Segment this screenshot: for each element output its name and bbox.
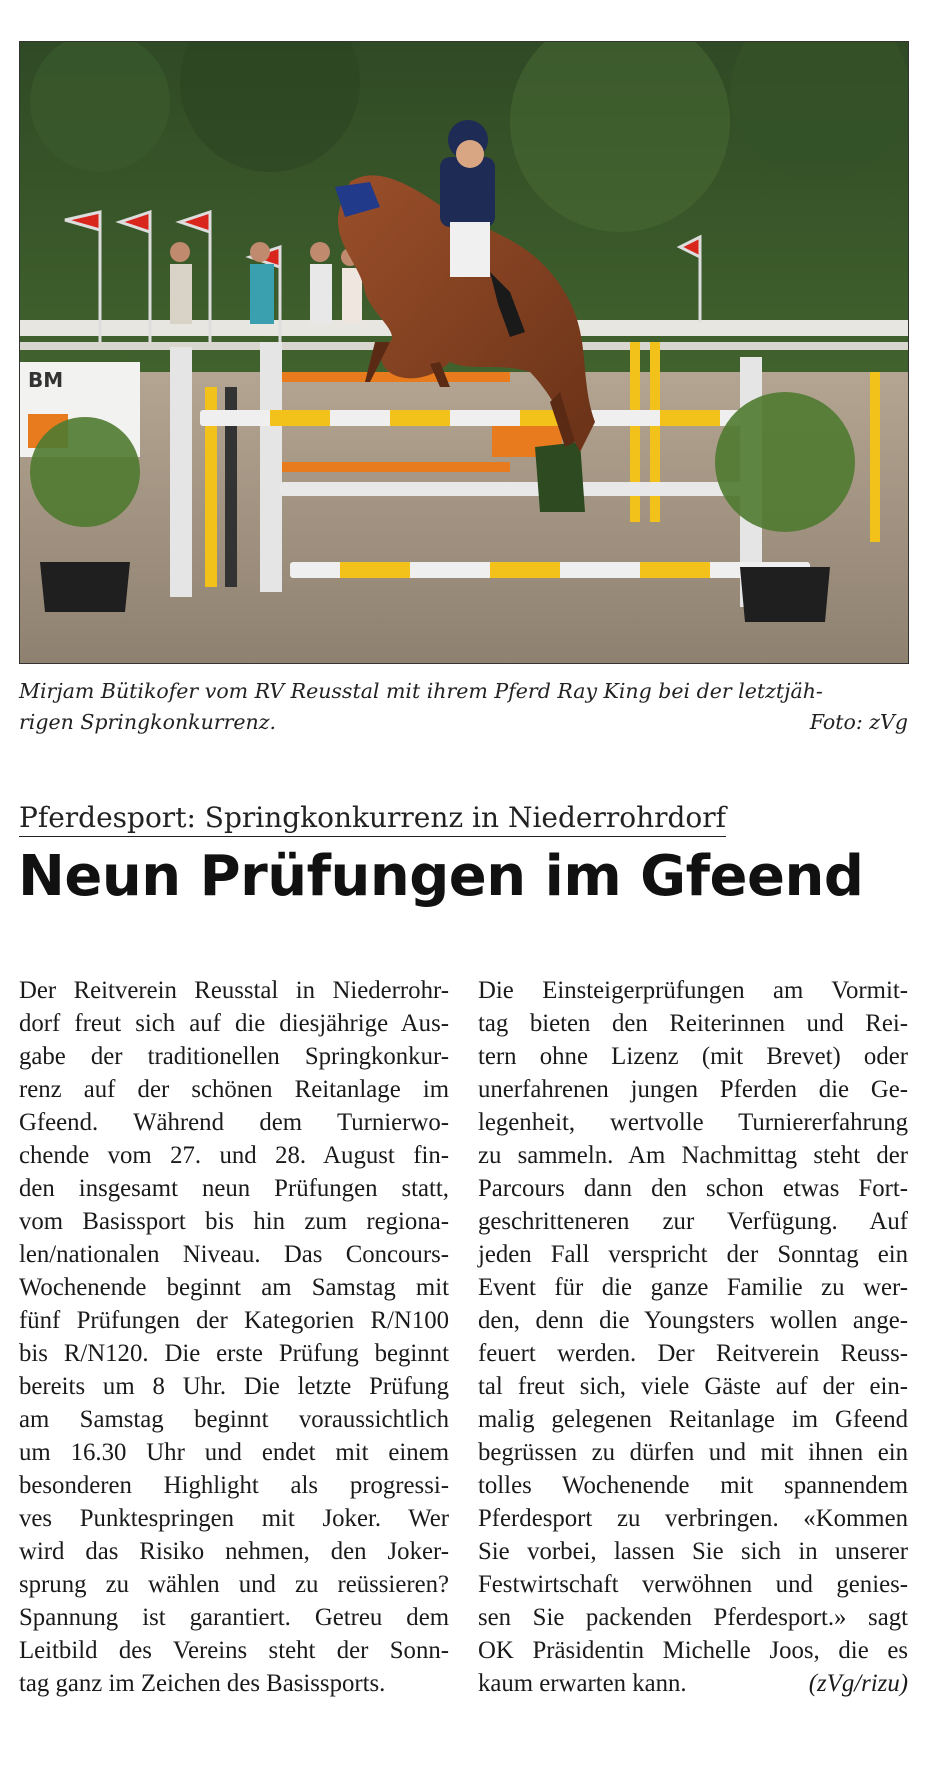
photo-credit: Foto: zVg	[809, 710, 908, 734]
column-2-line: Festwirtschaft verwöhnen und genies-	[478, 1571, 908, 1598]
column-1-line: gabe der traditionellen Springkonkur-	[19, 1043, 449, 1070]
article-headline: Neun Prüfungen im Gfeend	[18, 844, 864, 909]
column-2-last-line	[478, 1667, 908, 1700]
column-2-line: jeden Fall verspricht der Sonntag ein	[478, 1241, 908, 1268]
column-2-line: unerfahrenen jungen Pferden die Ge-	[478, 1076, 908, 1103]
column-1-line: Leitbild des Vereins steht der Sonn-	[19, 1637, 449, 1664]
column-2-line: legenheit, wertvolle Turniererfahrung	[478, 1109, 908, 1136]
column-1-line: dorf freut sich auf die diesjährige Aus-	[19, 1010, 449, 1037]
column-2-line: geschritteneren zur Verfügung. Auf	[478, 1208, 908, 1235]
show-jumping-photo-icon	[20, 42, 908, 663]
column-1-line: vom Basissport bis hin zum regiona-	[19, 1208, 449, 1235]
column-2-line: begrüssen zu dürfen und mit ihnen ein	[478, 1439, 908, 1466]
article-kicker	[19, 800, 908, 836]
column-1-line: tag ganz im Zeichen des Basissports.	[19, 1670, 386, 1697]
column-1-line: fünf Prüfungen der Kategorien R/N100	[19, 1307, 449, 1334]
column-1-line: sprung zu wählen und zu reüssieren?	[19, 1571, 449, 1598]
column-1-line: Spannung ist garantiert. Getreu dem	[19, 1604, 449, 1631]
column-2-line: Sie vorbei, lassen Sie sich in unserer	[478, 1538, 908, 1565]
column-1-line: Gfeend. Während dem Turnierwo-	[19, 1109, 449, 1136]
column-1-line: bis R/N120. Die erste Prüfung beginnt	[19, 1340, 449, 1367]
column-1-line: um 16.30 Uhr und endet mit einem	[19, 1439, 449, 1466]
column-2-line: tag bieten den Reiterinnen und Rei-	[478, 1010, 908, 1037]
column-2-line: den, denn die Youngsters wollen ange-	[478, 1307, 908, 1334]
column-2-line: zu sammeln. Am Nachmittag steht der	[478, 1142, 908, 1169]
author-signature: (zVg/rizu)	[808, 1670, 908, 1697]
column-1-line: len/nationalen Niveau. Das Concours-	[19, 1241, 449, 1268]
column-1-line: Wochenende beginnt am Samstag mit	[19, 1274, 449, 1301]
column-2-line: Pferdesport zu verbringen. «Kommen	[478, 1505, 908, 1532]
column-2-line: feuert werden. Der Reitverein Reuss-	[478, 1340, 908, 1367]
caption-line-2-text: rigen Springkonkurrenz.	[19, 710, 277, 734]
column-2-line: tern ohne Lizenz (mit Brevet) oder	[478, 1043, 908, 1070]
column-1-line: renz auf der schönen Reitanlage im	[19, 1076, 449, 1103]
column-2-line: sen Sie packenden Pferdesport.» sagt	[478, 1604, 908, 1631]
column-1-line: besonderen Highlight als progressi-	[19, 1472, 449, 1499]
column-2-line: Die Einsteigerprüfungen am Vormit-	[478, 977, 908, 1004]
column-1-line: wird das Risiko nehmen, den Joker-	[19, 1538, 449, 1565]
caption-line-2	[19, 707, 908, 738]
column-2-line: OK Präsidentin Michelle Joos, die es	[478, 1637, 908, 1664]
column-2-line: Parcours dann den schon etwas Fort-	[478, 1175, 908, 1202]
column-1-line: bereits um 8 Uhr. Die letzte Prüfung	[19, 1373, 449, 1400]
photo-caption	[19, 676, 908, 738]
column-1-line: chende vom 27. und 28. August fin-	[19, 1142, 449, 1169]
svg-text:BM: BM	[28, 368, 64, 392]
column-2-line: Event für die ganze Familie zu wer-	[478, 1274, 908, 1301]
kicker-text: Pferdesport: Springkonkurrenz in Niederrohrdorf	[19, 801, 726, 837]
column-2-last-text: kaum erwarten kann.	[478, 1670, 687, 1697]
column-2-line: tal freut sich, viele Gäste auf der ein-	[478, 1373, 908, 1400]
article-photo	[19, 41, 909, 664]
column-1-line: am Samstag beginnt voraussichtlich	[19, 1406, 449, 1433]
column-2-line: malig gelegenen Reitanlage im Gfeend	[478, 1406, 908, 1433]
column-2-line: tolles Wochenende mit spannendem	[478, 1472, 908, 1499]
column-1-line: den insgesamt neun Prüfungen statt,	[19, 1175, 449, 1202]
article-column-1	[19, 974, 449, 1700]
article-column-2	[478, 974, 908, 1700]
caption-line-1: Mirjam Bütikofer vom RV Reusstal mit ihrem Pferd Ray King bei der letztjäh-	[19, 679, 823, 703]
column-1-line: ves Punktespringen mit Joker. Wer	[19, 1505, 449, 1532]
column-1-line: Der Reitverein Reusstal in Niederrohr-	[19, 977, 449, 1004]
